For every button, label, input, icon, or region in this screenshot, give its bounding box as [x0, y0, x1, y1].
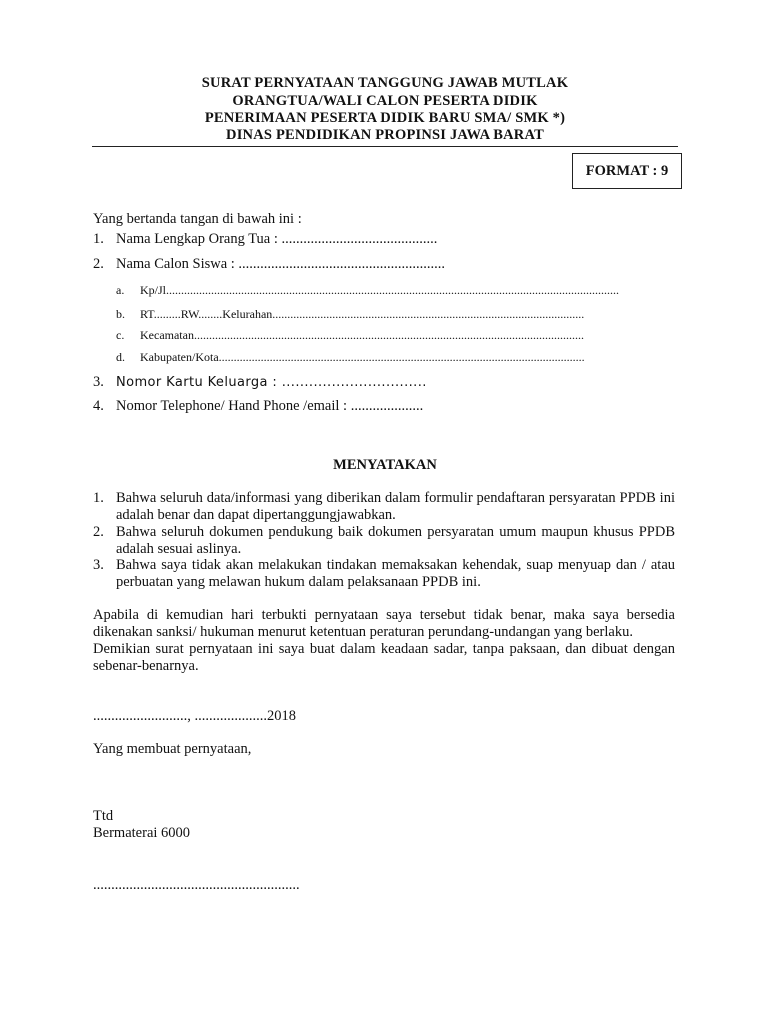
signature-ttd: Ttd [93, 808, 114, 824]
document-title-line-3: PENERIMAAN PESERTA DIDIK BARU SMA/ SMK *) [204, 110, 566, 126]
field-number: 3. [93, 374, 104, 390]
field-number: 1. [93, 231, 104, 247]
field-phone-email [93, 398, 423, 415]
field-student-name [93, 256, 445, 273]
statement-text: Bahwa seluruh dokumen pendukung baik dokumen persyaratan umum maupun khusus PPDB adalah sesuai aslinya. [116, 524, 675, 557]
address-rt-rw [116, 307, 584, 321]
address-letter: a. [116, 283, 125, 297]
statement-number: 3. [93, 557, 104, 573]
statement-text: Bahwa seluruh data/informasi yang diberikan dalam formulir pendaftaran persyaratan PPDB ini adalah benar dan dapat dipertanggungjawabkan. [116, 490, 675, 523]
address-letter: c. [116, 328, 125, 342]
statement-item-3 [93, 557, 675, 591]
address-kecamatan [116, 328, 584, 342]
statement-item-2 [93, 524, 675, 558]
statement-number: 2. [93, 524, 104, 540]
field-parent-name [93, 231, 437, 248]
signature-name-line: ......................................................... [93, 877, 300, 893]
field-number: 2. [93, 256, 104, 272]
statement-text: Bahwa saya tidak akan melakukan tindakan memaksakan kehendak, suap menyuap dan / atau perbuatan yang melawan hukum dalam pelaksanaan PPDB ini. [116, 557, 675, 590]
address-kabupaten [116, 350, 585, 364]
address-letter: d. [116, 350, 125, 364]
document-title-line-1: SURAT PERNYATAAN TANGGUNG JAWAB MUTLAK [201, 75, 569, 91]
field-text: Nomor Kartu Keluarga : ................................ [116, 375, 427, 390]
header-divider [92, 146, 678, 147]
field-number: 4. [93, 398, 104, 414]
maker-label: Yang membuat pernyataan, [93, 741, 252, 757]
document-title-line-4: DINAS PENDIDIKAN PROPINSI JAWA BARAT [226, 127, 544, 143]
closing-paragraph-1: Apabila di kemudian hari terbukti pernyataan saya tersebut tidak benar, maka saya bersedia dikenakan sanksi/ hukuman menurut ketentuan peraturan perundang-undangan yang berlaku. [93, 607, 675, 640]
format-label: FORMAT : 9 [585, 162, 669, 179]
address-text: Kecamatan.................................................................................................................................. [140, 328, 584, 342]
closing-paragraph-2: Demikian surat pernyataan ini saya buat dalam keadaan sadar, tanpa paksaan, dan dibuat dengan sebenar-benarnya. [93, 641, 675, 674]
address-street [116, 283, 619, 297]
field-text: Nama Lengkap Orang Tua : ........................................... [116, 231, 438, 247]
document-title-line-2: ORANGTUA/WALI CALON PESERTA DIDIK [232, 93, 538, 109]
stamp-label: Bermaterai 6000 [93, 825, 191, 841]
address-text: Kabupaten/Kota.......................................................................................................................... [140, 350, 585, 364]
format-label-box [572, 153, 682, 189]
statement-number: 1. [93, 490, 104, 506]
field-family-card [93, 374, 427, 391]
place-date-line: .........................., ....................2018 [93, 708, 296, 724]
field-text: Nomor Telephone/ Hand Phone /email : .................... [116, 398, 424, 414]
address-text: Kp/Jl....................................................................................................................................................... [140, 283, 620, 297]
field-text: Nama Calon Siswa : ......................................................... [116, 256, 446, 272]
statement-item-1 [93, 490, 675, 524]
statement-heading: MENYATAKAN [333, 457, 437, 473]
address-text: RT.........RW........Kelurahan........................................................................................................ [140, 307, 585, 321]
intro-text: Yang bertanda tangan di bawah ini : [93, 211, 302, 227]
address-letter: b. [116, 307, 125, 321]
